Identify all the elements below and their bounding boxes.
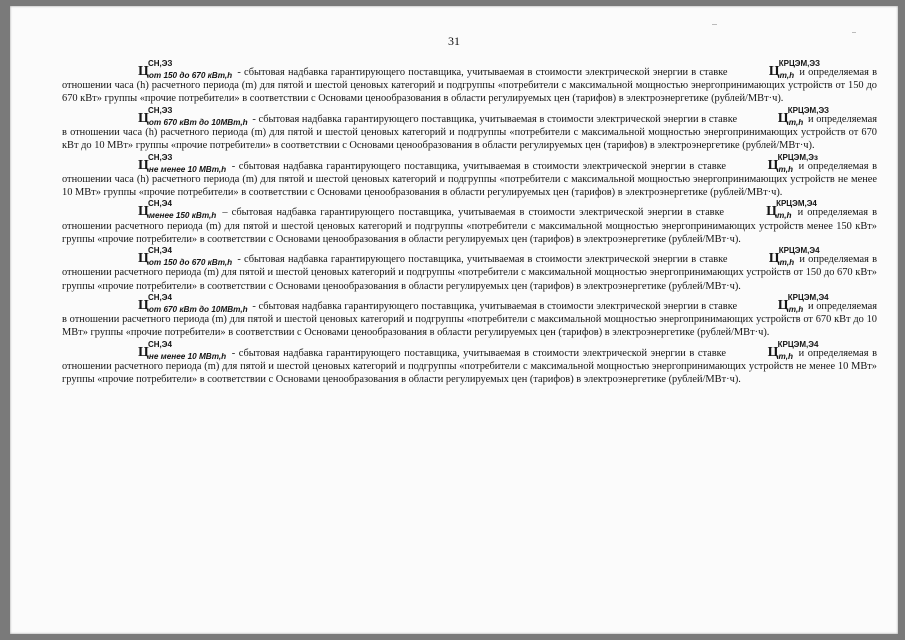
definition-paragraph xyxy=(62,246,878,293)
definition-text: и определяемая в отношении расчетного периода (m) для пятой и шестой ценовых категорий и подгруппы «потребители с максимальной мощностью энергопринимающих устройств не менее 10 МВт» группы «прочие потребители» в соответствии с Основами ценообразования в области регулируемых цен (тарифов) в электроэнергетике (рублей/МВт·ч). xyxy=(62,347,878,386)
definition-text: и определяемая в отношении часа (h) расчетного периода (m) для пятой и шестой ценовых категорий и подгруппы «потребители с максимальной мощностью энергопринимающих устройств не менее 10 МВт» группы «прочие потребители» в соответствии с Основами ценообразования в области регулируемых цен (тарифов) в электроэнергетике (рублей/МВт·ч). xyxy=(62,160,878,198)
definition-text: – сбытовая надбавка гарантирующего поставщика, учитываемая в стоимости электрической энергии в ставке xyxy=(218,207,729,219)
definition-text: - сбытовая надбавка гарантирующего поставщика, учитываемая в стоимости электрической энергии в ставке xyxy=(234,67,731,78)
definition-text: - сбытовая надбавка гарантирующего поставщика, учитываемая в стоимости электрической энергии в ставке xyxy=(228,347,730,359)
definition-text: - сбытовая надбавка гарантирующего поставщика, учитываемая в стоимости электрической энергии в ставке xyxy=(249,113,740,125)
page-number: 31 xyxy=(448,34,460,48)
symbol-subscript: m,h xyxy=(779,258,795,268)
price-symbol xyxy=(740,292,829,314)
symbol-subscript: от 150 до 670 кВт,h xyxy=(148,71,233,80)
price-symbol xyxy=(728,199,817,221)
definition-text: и определяемая в отношении часа (h) расчетного периода (m) для пятой и шестой ценовых категорий и подгруппы «потребители с максимальной мощностью энергопринимающих устройств от 670 кВт до 10 МВт» группы «прочие потребители» в соответствии с Основами ценообразования в области регулируемых цен (тарифов) в электроэнергетике (рублей/МВт·ч). xyxy=(62,113,877,152)
symbol-superscript: КРЦЭМ,Э4 xyxy=(787,292,829,302)
symbol-subscript: от 670 кВт до 10МВт,h xyxy=(148,304,248,314)
definition-paragraph xyxy=(62,292,877,340)
symbol-superscript: СН,Э4 xyxy=(148,339,172,349)
symbol-subscript: менее 150 кВт,h xyxy=(148,211,217,221)
price-symbol xyxy=(731,246,820,268)
symbol-superscript: СН,Э4 xyxy=(148,199,172,209)
definition-text: - сбытовая надбавка гарантирующего поставщика, учитываемая в стоимости электрической энергии в ставке xyxy=(249,300,740,312)
price-symbol xyxy=(100,292,248,314)
definition-text: и определяемая в отношении расчетного периода (m) для пятой и шестой ценовых категорий и подгруппы «потребители с максимальной мощностью энергопринимающих устройств менее 150 кВт» группы «прочие потребители» в соответствии с Основами ценообразования в области регулируемых цен (тарифов) в электроэнергетике (рублей/МВт·ч). xyxy=(62,207,877,245)
symbol-superscript: КРЦЭМ,Эз xyxy=(777,152,818,162)
symbol-subscript: не менее 10 МВт,h xyxy=(148,351,227,361)
price-symbol xyxy=(730,152,818,174)
symbol-superscript: СН,Э4 xyxy=(148,246,172,256)
symbol-subscript: m,h xyxy=(778,351,794,361)
symbol-base: Ц xyxy=(138,204,149,220)
symbol-base: Ц xyxy=(768,251,780,267)
price-symbol xyxy=(730,339,819,361)
symbol-subscript: m,h xyxy=(788,304,804,314)
symbol-base: Ц xyxy=(767,157,779,173)
definition-paragraph xyxy=(62,339,878,387)
scan-mark xyxy=(852,32,856,33)
symbol-subscript: от 150 до 670 кВт,h xyxy=(148,258,233,268)
symbol-superscript: СН,Э4 xyxy=(148,292,172,302)
definition-paragraph xyxy=(62,199,877,246)
symbol-subscript: m,h xyxy=(779,71,795,80)
symbol-superscript: СН,ЭЗ xyxy=(148,152,173,162)
symbol-base: Ц xyxy=(767,344,779,360)
price-symbol xyxy=(100,339,227,361)
symbol-base: Ц xyxy=(777,297,789,313)
price-symbol xyxy=(100,246,233,268)
symbol-base: Ц xyxy=(138,297,149,313)
symbol-base: Ц xyxy=(138,251,149,267)
definition-text: и определяемая в отношении расчетного периода (m) для пятой и шестой ценовых категорий и подгруппы «потребители с максимальной мощностью энергопринимающих устройств от 150 до 670 кВт» группы «прочие потребители» в соответствии с Основами ценообразования в области регулируемых цен (тарифов) в электроэнергетике (рублей/МВт·ч). xyxy=(62,254,878,292)
symbol-superscript: КРЦЭМ,Э4 xyxy=(778,246,820,256)
scan-mark xyxy=(712,24,717,25)
symbol-base: Ц xyxy=(138,344,149,360)
definition-paragraph xyxy=(62,59,878,106)
document-page xyxy=(10,6,898,634)
symbol-superscript: КРЦЭМ,Э4 xyxy=(776,199,817,209)
symbol-superscript: СН,ЭЗ xyxy=(148,105,173,115)
price-symbol xyxy=(100,59,233,80)
symbol-superscript: КРЦЭМ,ЭЗ xyxy=(787,105,830,115)
definition-text: и определяемая в отношении расчетного периода (m) для пятой и шестой ценовых категорий и подгруппы «потребители с максимальной мощностью энергопринимающих устройств от 670 кВт до 10 МВт» группы «прочие потребители» в соответствии с Основами ценообразования в области регулируемых цен (тарифов) в электроэнергетике (рублей/МВт·ч). xyxy=(62,300,877,339)
definition-text: - сбытовая надбавка гарантирующего поставщика, учитываемая в стоимости электрической энергии в ставке xyxy=(228,160,730,172)
symbol-subscript: m,h xyxy=(776,211,792,221)
definition-paragraph xyxy=(62,105,877,153)
price-symbol xyxy=(100,105,248,127)
symbol-subscript: не менее 10 МВт,h xyxy=(148,164,227,174)
price-symbol xyxy=(100,152,227,174)
symbol-superscript: СН,ЭЗ xyxy=(148,59,173,68)
definition-text: - сбытовая надбавка гарантирующего поставщика, учитываемая в стоимости электрической энергии в ставке xyxy=(234,254,731,266)
symbol-superscript: КРЦЭМ,ЭЗ xyxy=(778,59,820,68)
symbol-subscript: m,h xyxy=(788,117,804,127)
symbol-base: Ц xyxy=(138,157,149,173)
symbol-base: Ц xyxy=(138,64,149,79)
symbol-subscript: от 670 кВт до 10МВт,h xyxy=(148,117,248,127)
price-symbol xyxy=(731,59,820,80)
symbol-base: Ц xyxy=(777,110,789,126)
symbol-base: Ц xyxy=(766,204,777,220)
symbol-superscript: КРЦЭМ,Э4 xyxy=(777,339,819,349)
price-symbol xyxy=(100,199,217,221)
document-body xyxy=(62,59,878,392)
definition-text: и определяемая в отношении часа (h) расчетного периода (m) для пятой и шестой ценовых категорий и подгруппы «потребители с максимальной мощностью энергопринимающих устройств от 150 до 670 кВт» группы «прочие потребители» в соответствии с Основами ценообразования в области регулируемых цен (тарифов) в электроэнергетике (рублей/МВт·ч). xyxy=(62,67,878,105)
symbol-base: Ц xyxy=(138,110,149,126)
price-symbol xyxy=(740,105,830,127)
symbol-subscript: m,h xyxy=(778,164,794,174)
symbol-base: Ц xyxy=(768,64,780,79)
definition-paragraph xyxy=(62,152,878,200)
